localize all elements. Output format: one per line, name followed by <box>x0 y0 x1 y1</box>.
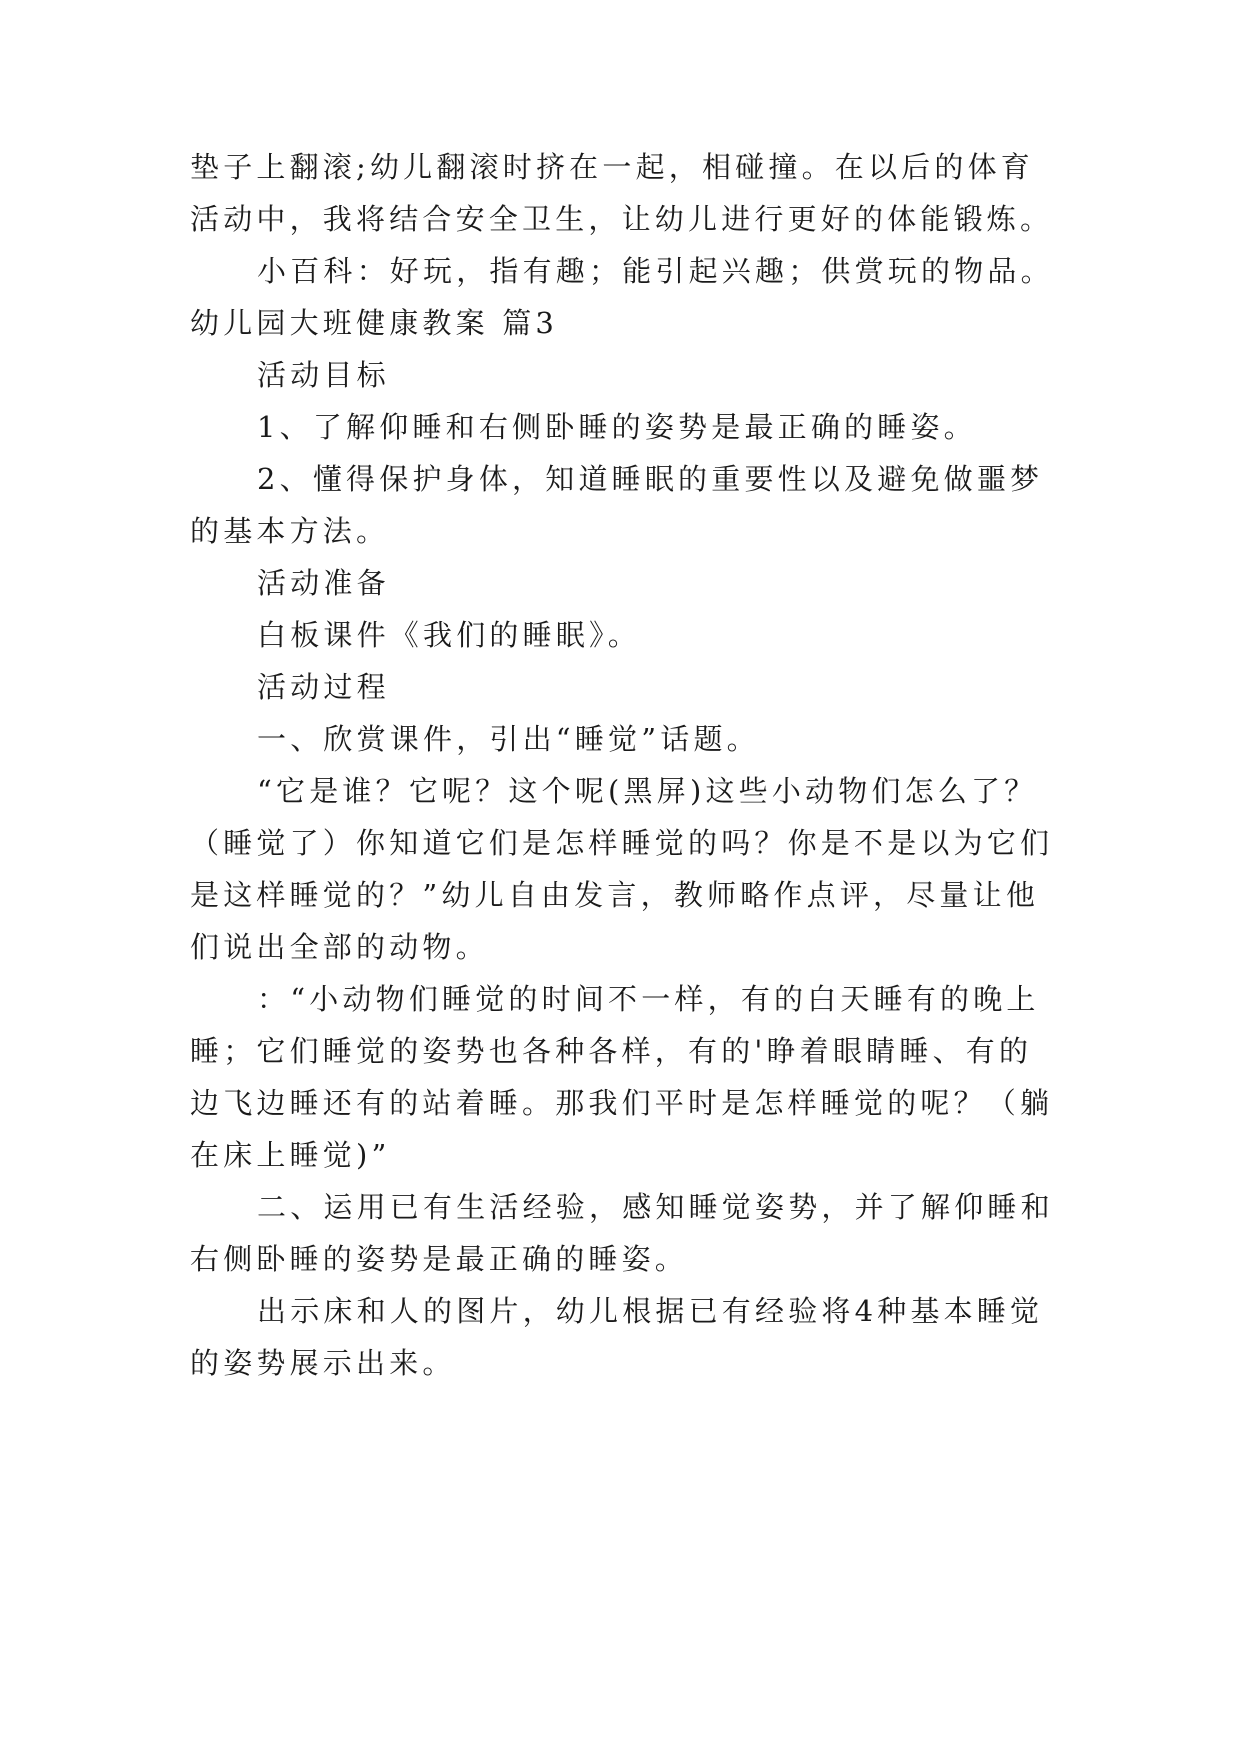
subheading-activity-goals: 活动目标 <box>257 358 390 392</box>
text-line: 小百科：好玩，指有趣；能引起兴趣；供赏玩的物品。 <box>257 254 1054 288</box>
subheading-activity-process: 活动过程 <box>257 670 390 704</box>
text-line: 右侧卧睡的姿势是最正确的睡姿。 <box>190 1242 689 1276</box>
subheading-activity-preparation: 活动准备 <box>257 566 390 600</box>
text-line: 边飞边睡还有的站着睡。那我们平时是怎样睡觉的呢？（躺 <box>190 1086 1054 1120</box>
text-line: 2、懂得保护身体，知道睡眠的重要性以及避免做噩梦 <box>257 462 1044 496</box>
text-line: 睡；它们睡觉的姿势也各种各样，有的'睁着眼睛睡、有的 <box>190 1034 1033 1068</box>
text-line: 白板课件《我们的睡眠》。 <box>257 618 641 652</box>
text-line: （睡觉了）你知道它们是怎样睡觉的吗？你是不是以为它们 <box>190 826 1054 860</box>
text-line: 的基本方法。 <box>190 514 390 548</box>
text-line: 的姿势展示出来。 <box>190 1346 456 1380</box>
text-line: 出示床和人的图片，幼儿根据已有经验将4种基本睡觉 <box>257 1294 1044 1328</box>
text-line: 一、欣赏课件，引出“睡觉”话题。 <box>257 722 760 756</box>
text-line: 是这样睡觉的？”幼儿自由发言，教师略作点评，尽量让他 <box>190 878 1040 912</box>
section-heading: 幼儿园大班健康教案 篇3 <box>190 306 559 340</box>
text-line: 活动中，我将结合安全卫生，让幼儿进行更好的体能锻炼。 <box>190 202 1054 236</box>
text-line: “它是谁？它呢？这个呢(黑屏)这些小动物们怎么了？ <box>257 774 1038 808</box>
text-line: 垫子上翻滚;幼儿翻滚时挤在一起，相碰撞。在以后的体育 <box>190 150 1034 184</box>
text-line: ：“小动物们睡觉的时间不一样，有的白天睡有的晚上 <box>257 982 1040 1016</box>
text-line: 在床上睡觉)” <box>190 1138 391 1172</box>
text-line: 二、运用已有生活经验，感知睡觉姿势，并了解仰睡和 <box>257 1190 1054 1224</box>
text-line: 们说出全部的动物。 <box>190 930 489 964</box>
text-line: 1、了解仰睡和右侧卧睡的姿势是最正确的睡姿。 <box>257 410 977 444</box>
